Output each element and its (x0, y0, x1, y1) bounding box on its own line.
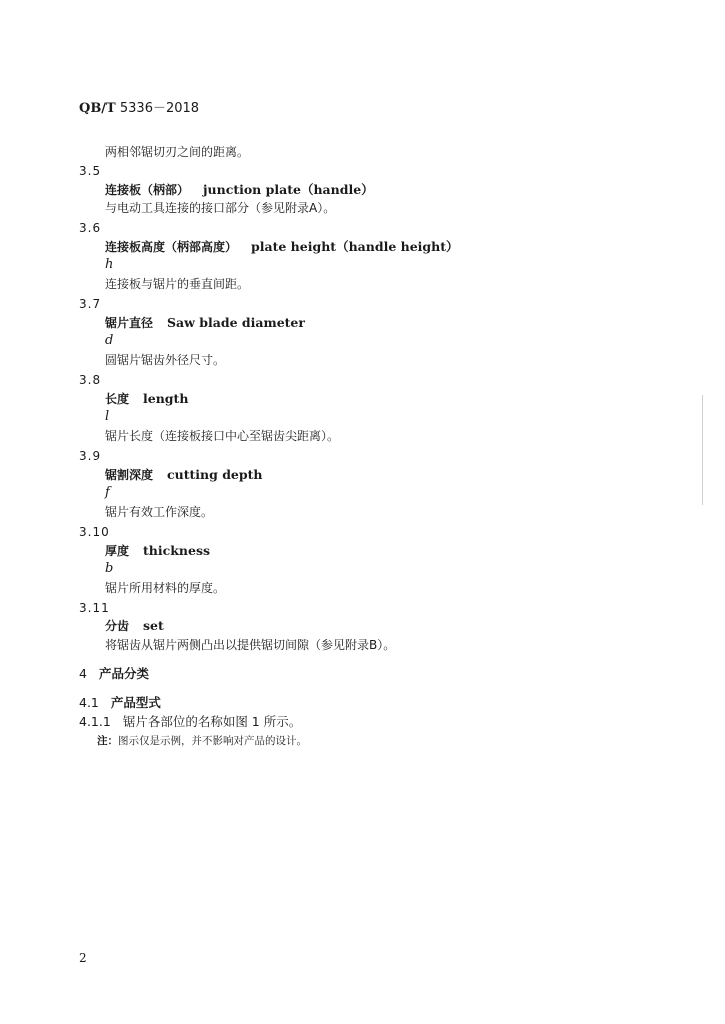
term-definition: 连接板与锯片的垂直间距。 (105, 277, 250, 291)
term-definition: 锯片所用材料的厚度。 (105, 581, 226, 595)
term-heading (105, 182, 374, 198)
term-definition: 锯片有效工作深度。 (105, 505, 214, 519)
term-number: 3.8 (79, 373, 102, 387)
term-number: 3.6 (79, 221, 102, 235)
term-zh: 厚度 (105, 544, 130, 558)
clause-text: 锯片各部位的名称如图 1 所示。 (122, 714, 302, 729)
standard-number: 5336－2018 (119, 101, 200, 116)
note (97, 733, 307, 749)
term-en: set (143, 618, 164, 633)
clause-number: 4.1.1 (79, 714, 111, 729)
term-zh: 连接板（柄部） (105, 183, 190, 197)
note-label: 注： (97, 735, 118, 747)
term-zh: 长度 (105, 392, 130, 406)
subsection-title: 产品型式 (110, 695, 161, 710)
term-zh: 连接板高度（柄部高度） (105, 240, 238, 254)
standard-code: QB/T (79, 101, 116, 116)
term-heading (105, 543, 210, 559)
clause (79, 714, 301, 730)
term-heading (105, 467, 263, 483)
term-en: thickness (143, 543, 211, 558)
term-en: junction plate（handle） (203, 182, 374, 197)
term-definition: 与电动工具连接的接口部分（参见附录A）。 (105, 201, 336, 215)
page-number: 2 (79, 951, 87, 965)
term-heading (105, 618, 164, 634)
term-en: Saw blade diameter (167, 315, 305, 330)
term-symbol: l (105, 409, 110, 424)
term-en: plate height（handle height） (251, 239, 459, 254)
note-text: 图示仅是示例，并不影响对产品的设计。 (118, 735, 307, 747)
term-symbol: d (105, 333, 114, 348)
term-zh: 锯割深度 (105, 468, 154, 482)
term-zh: 锯片直径 (105, 316, 154, 330)
term-symbol: h (105, 257, 114, 272)
subsection-number: 4.1 (79, 695, 99, 710)
section-title: 产品分类 (98, 666, 149, 681)
intro-definition: 两相邻锯切刃之间的距离。 (105, 145, 250, 159)
term-en: length (143, 391, 189, 406)
scan-edge-mark (702, 395, 703, 505)
term-definition: 锯片长度（连接板接口中心至锯齿尖距离）。 (105, 429, 340, 443)
term-heading (105, 239, 459, 255)
term-en: cutting depth (167, 467, 263, 482)
term-number: 3.11 (79, 601, 110, 615)
term-heading (105, 391, 188, 407)
term-number: 3.7 (79, 297, 102, 311)
standard-header (79, 97, 199, 116)
term-symbol: f (105, 485, 110, 500)
term-number: 3.5 (79, 164, 102, 178)
term-number: 3.10 (79, 525, 110, 539)
term-number: 3.9 (79, 449, 102, 463)
term-zh: 分齿 (105, 619, 130, 633)
term-heading (105, 315, 305, 331)
section-heading (79, 666, 149, 682)
term-definition: 将锯齿从锯片两侧凸出以提供锯切间隙（参见附录B）。 (105, 638, 396, 652)
term-definition: 圆锯片锯齿外径尺寸。 (105, 353, 226, 367)
section-number: 4 (79, 666, 87, 681)
term-symbol: b (105, 561, 114, 576)
subsection-heading (79, 695, 161, 711)
